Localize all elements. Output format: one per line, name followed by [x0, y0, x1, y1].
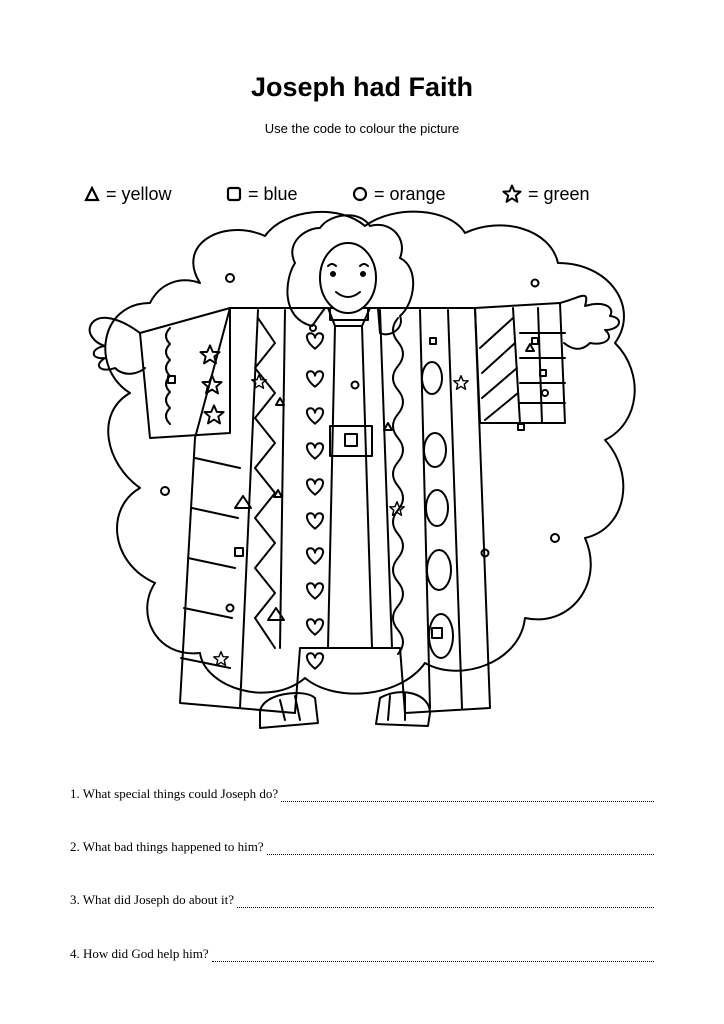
legend-label-orange: = orange	[374, 183, 446, 204]
question-2	[70, 839, 654, 855]
question-4-text: 4. How did God help him?	[70, 946, 209, 961]
legend-item-orange	[352, 182, 446, 206]
left-sleeve	[140, 308, 230, 438]
right-hand	[560, 296, 619, 349]
left-hand	[90, 318, 145, 374]
legend-item-yellow	[84, 182, 172, 206]
instructions: Use the code to colour the picture	[264, 121, 460, 136]
circle-icon	[352, 186, 368, 202]
question-1-text: 1. What special things could Joseph do?	[70, 786, 279, 801]
question-4	[70, 946, 654, 962]
question-3-text: 3. What did Joseph do about it?	[70, 892, 235, 907]
right-sleeve	[475, 303, 565, 423]
star-icon	[502, 184, 522, 204]
question-2-text: 2. What bad things happened to him?	[70, 839, 264, 854]
legend-label-green: = green	[528, 183, 590, 204]
face	[320, 243, 376, 313]
square-icon	[226, 186, 242, 202]
question-3	[70, 892, 654, 908]
legend-item-blue	[226, 182, 298, 206]
legend-label-blue: = blue	[248, 183, 298, 204]
answer-line-1	[281, 791, 654, 802]
legend-item-green	[502, 182, 590, 206]
answer-line-4	[212, 951, 654, 962]
answer-line-2	[267, 844, 654, 855]
joseph-coat-colouring-picture	[80, 208, 640, 748]
legend-label-yellow: = yellow	[106, 183, 172, 204]
answer-line-3	[237, 897, 654, 908]
question-1	[70, 786, 654, 802]
page-title: Joseph had Faith	[250, 72, 474, 102]
triangle-icon	[84, 186, 100, 202]
